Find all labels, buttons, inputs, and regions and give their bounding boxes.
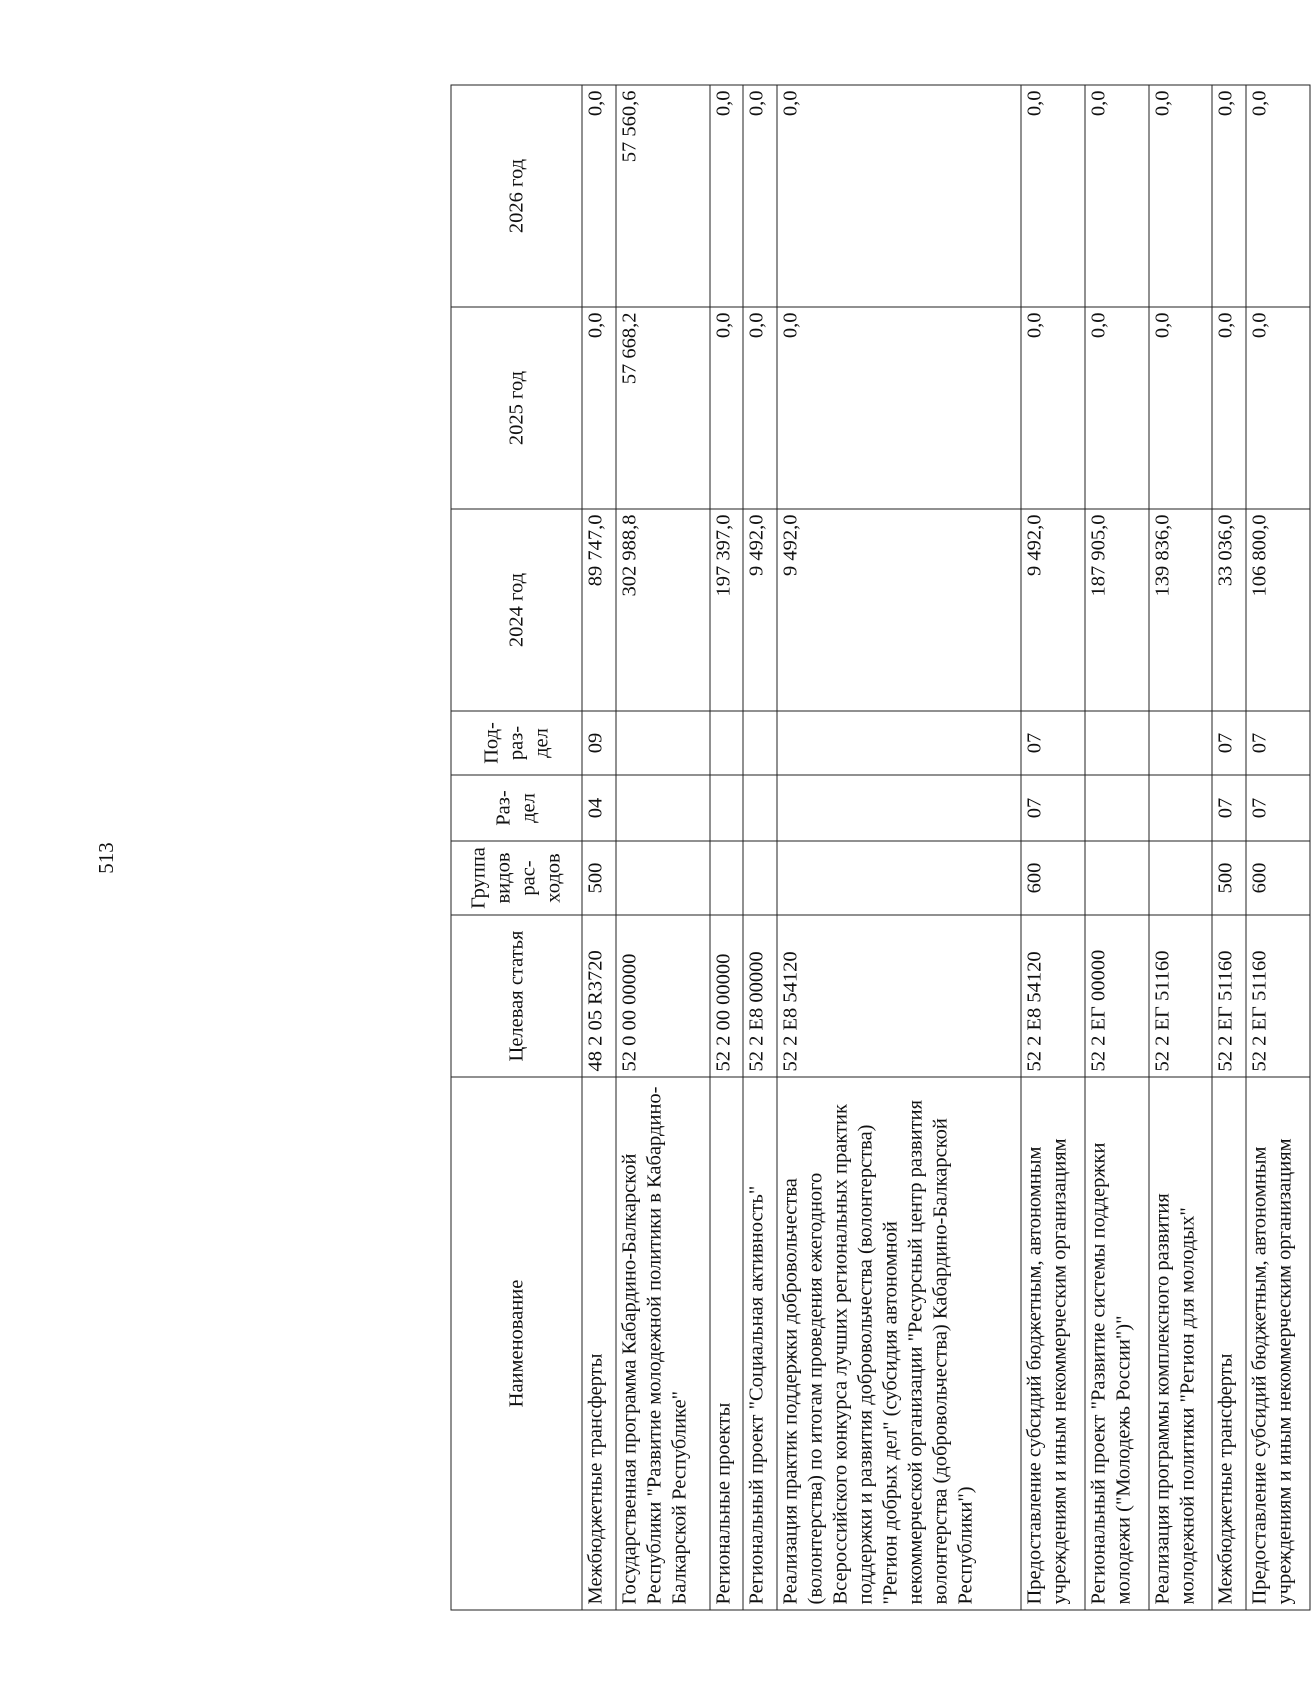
cell-section: 04	[582, 775, 616, 841]
cell-expense-group: 600	[1021, 841, 1085, 915]
cell-section	[743, 775, 777, 841]
cell-2025: 0,0	[710, 307, 744, 509]
cell-target-article: 52 2 ЕГ 51160	[1149, 915, 1213, 1077]
cell-target-article: 52 2 00 00000	[710, 915, 744, 1077]
cell-section: 07	[1212, 775, 1246, 841]
cell-section: 07	[1246, 775, 1310, 841]
cell-2025: 0,0	[1149, 307, 1213, 509]
table-row	[710, 85, 744, 1610]
cell-name: Региональный проект "Социальная активность"	[743, 1077, 777, 1610]
cell-2024: 106 800,0	[1246, 509, 1310, 711]
cell-name: Реализация практик поддержки добровольчества (волонтерства) по итогам проведения ежегодного Всероссийского конкурса лучших региональных практик поддержки и развития добровольчества (волонтерства) "Регион добрых дел" (субсидия автономной некоммерческой организации "Ресурсный центр развития волонтерства (добровольчества) Кабардино-Балкарской Республики")	[777, 1077, 1021, 1610]
cell-2024: 9 492,0	[743, 509, 777, 711]
cell-name: Межбюджетные трансферты	[582, 1077, 616, 1610]
cell-target-article: 52 0 00 00000	[616, 915, 710, 1077]
table-row	[1212, 85, 1246, 1610]
cell-section	[1149, 775, 1213, 841]
cell-subsection	[743, 711, 777, 775]
table-row	[1149, 85, 1213, 1610]
page-number: 513	[94, 842, 118, 874]
cell-expense-group: 600	[1246, 841, 1310, 915]
cell-expense-group	[1085, 841, 1149, 915]
cell-2025: 0,0	[743, 307, 777, 509]
cell-name: Межбюджетные трансферты	[1212, 1077, 1246, 1610]
cell-subsection	[1149, 711, 1213, 775]
cell-subsection	[710, 711, 744, 775]
cell-subsection: 07	[1212, 711, 1246, 775]
table-row	[1085, 85, 1149, 1610]
cell-section: 07	[1021, 775, 1085, 841]
cell-subsection	[616, 711, 710, 775]
cell-2026: 0,0	[777, 85, 1021, 307]
cell-section	[616, 775, 710, 841]
cell-2025: 0,0	[1085, 307, 1149, 509]
cell-target-article: 52 2 Е8 00000	[743, 915, 777, 1077]
header-target-article: Целевая статья	[451, 915, 582, 1077]
cell-name: Региональный проект "Развитие системы поддержки молодежи ("Молодежь России")"	[1085, 1077, 1149, 1610]
cell-subsection: 07	[1021, 711, 1085, 775]
cell-section	[710, 775, 744, 841]
cell-2026: 0,0	[1246, 85, 1310, 307]
cell-2026: 0,0	[1149, 85, 1213, 307]
header-name: Наименование	[451, 1077, 582, 1610]
cell-2024: 9 492,0	[777, 509, 1021, 711]
header-2025: 2025 год	[451, 307, 582, 509]
cell-2024: 197 397,0	[710, 509, 744, 711]
cell-expense-group: 500	[582, 841, 616, 915]
cell-2026: 57 560,6	[616, 85, 710, 307]
cell-2026: 0,0	[1085, 85, 1149, 307]
table-row	[1246, 85, 1310, 1610]
cell-expense-group: 500	[1212, 841, 1246, 915]
cell-target-article: 52 2 Е8 54120	[1021, 915, 1085, 1077]
cell-target-article: 52 2 ЕГ 00000	[1085, 915, 1149, 1077]
cell-target-article: 52 2 ЕГ 51160	[1212, 915, 1246, 1077]
header-section: Раз- дел	[451, 775, 582, 841]
cell-2026: 0,0	[743, 85, 777, 307]
cell-section	[1085, 775, 1149, 841]
cell-name: Реализация программы комплексного развития молодежной политики "Регион для молодых"	[1149, 1077, 1213, 1610]
cell-2024: 89 747,0	[582, 509, 616, 711]
cell-subsection	[777, 711, 1021, 775]
header-2024: 2024 год	[451, 509, 582, 711]
cell-2025: 0,0	[1021, 307, 1085, 509]
cell-subsection: 07	[1246, 711, 1310, 775]
table-row	[582, 85, 616, 1610]
table-row	[1021, 85, 1085, 1610]
cell-2025: 57 668,2	[616, 307, 710, 509]
cell-2025: 0,0	[777, 307, 1021, 509]
cell-2025: 0,0	[582, 307, 616, 509]
table-row	[616, 85, 710, 1610]
cell-expense-group	[743, 841, 777, 915]
cell-2024: 302 988,8	[616, 509, 710, 711]
cell-2024: 139 836,0	[1149, 509, 1213, 711]
cell-2026: 0,0	[582, 85, 616, 307]
cell-2024: 187 905,0	[1085, 509, 1149, 711]
budget-table	[451, 85, 1311, 1611]
cell-expense-group	[710, 841, 744, 915]
cell-expense-group	[1149, 841, 1213, 915]
rotated-table-container	[451, 86, 1311, 1611]
header-expense-group: Группа видов рас- ходов	[451, 841, 582, 915]
cell-name: Государственная программа Кабардино-Балкарской Республики "Развитие молодежной политики в Кабардино-Балкарской Республике"	[616, 1077, 710, 1610]
table-row	[743, 85, 777, 1610]
cell-target-article: 48 2 05 R3720	[582, 915, 616, 1077]
cell-subsection	[1085, 711, 1149, 775]
cell-section	[777, 775, 1021, 841]
table-row	[777, 85, 1021, 1610]
cell-2026: 0,0	[710, 85, 744, 307]
cell-name: Региональные проекты	[710, 1077, 744, 1610]
cell-target-article: 52 2 Е8 54120	[777, 915, 1021, 1077]
table-header-row	[451, 85, 582, 1610]
cell-2025: 0,0	[1246, 307, 1310, 509]
cell-name: Предоставление субсидий бюджетным, автономным учреждениям и иным некоммерческим организациям	[1246, 1077, 1310, 1610]
cell-expense-group	[616, 841, 710, 915]
cell-2024: 9 492,0	[1021, 509, 1085, 711]
cell-name: Предоставление субсидий бюджетным, автономным учреждениям и иным некоммерческим организациям	[1021, 1077, 1085, 1610]
header-2026: 2026 год	[451, 85, 582, 307]
cell-2026: 0,0	[1021, 85, 1085, 307]
cell-subsection: 09	[582, 711, 616, 775]
cell-2024: 33 036,0	[1212, 509, 1246, 711]
cell-2026: 0,0	[1212, 85, 1246, 307]
cell-target-article: 52 2 ЕГ 51160	[1246, 915, 1310, 1077]
header-subsection: Под- раз- дел	[451, 711, 582, 775]
cell-2025: 0,0	[1212, 307, 1246, 509]
cell-expense-group	[777, 841, 1021, 915]
